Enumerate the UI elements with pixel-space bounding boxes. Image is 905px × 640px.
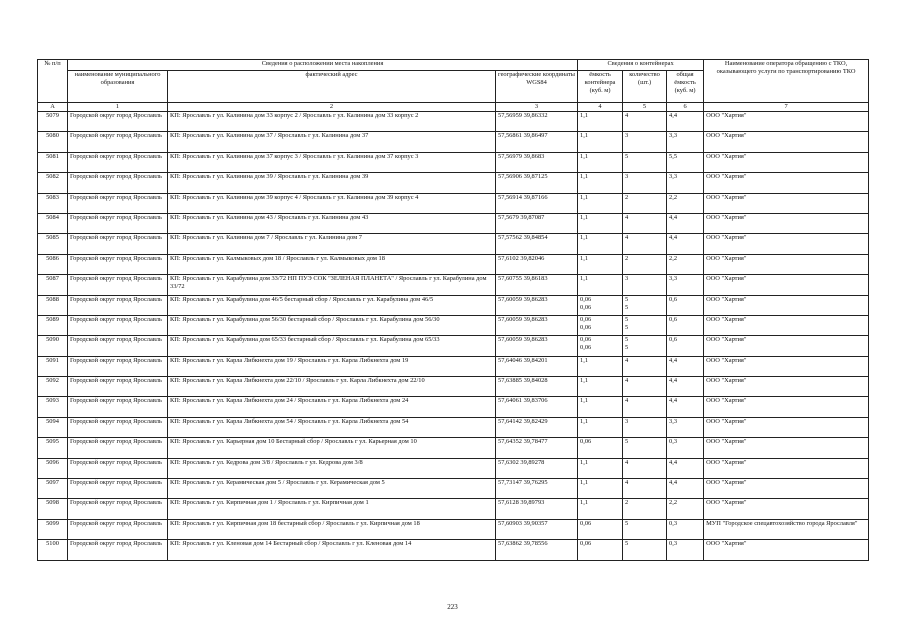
municipality-cell: Городской округ город Ярославль	[68, 112, 168, 132]
operator-cell: ООО "Хартия"	[704, 193, 869, 213]
municipality-cell: Городской округ город Ярославль	[68, 499, 168, 519]
count-cell	[623, 213, 667, 233]
total-cell: 2,2	[667, 499, 704, 519]
capacity-cell-value: 1,1	[580, 479, 589, 487]
municipality-cell: Городской округ город Ярославль	[68, 193, 168, 213]
column-number: 1	[68, 103, 168, 112]
municipality-cell: Городской округ город Ярославль	[68, 254, 168, 274]
capacity-cell-value: 1,1	[580, 458, 589, 466]
coords-cell: 57,60755 39,86183	[496, 275, 578, 295]
count-cell-value: 5	[625, 438, 629, 446]
coords-cell: 57,60903 39,90357	[496, 519, 578, 539]
count-cell	[623, 315, 667, 335]
capacity-cell-value: 0,06	[580, 295, 592, 303]
operator-cell: ООО "Хартия"	[704, 417, 869, 437]
table-row	[38, 234, 869, 254]
operator-cell: ООО "Хартия"	[704, 315, 869, 335]
count-cell-value: 3	[625, 173, 629, 181]
row-number: 5096	[38, 458, 68, 478]
address-cell: КП: Ярославль г ул. Карабулина дом 56/30 бестарный сбор / Ярославль г ул. Карабулина дом 56/30	[168, 315, 496, 335]
row-number: 5094	[38, 417, 68, 437]
municipality-cell: Городской округ город Ярославль	[68, 213, 168, 233]
capacity-cell-value: 1,1	[580, 397, 589, 405]
count-cell	[623, 519, 667, 539]
capacity-cell	[578, 438, 623, 458]
capacity-cell	[578, 152, 623, 172]
row-number: 5095	[38, 438, 68, 458]
row-number: 5087	[38, 275, 68, 295]
row-number: 5082	[38, 173, 68, 193]
coords-cell: 57,60059 39,86283	[496, 295, 578, 315]
column-number: 4	[578, 103, 623, 112]
count-cell-value: 5	[625, 336, 629, 344]
coords-cell: 57,56959 39,86332	[496, 112, 578, 132]
operator-cell: ООО "Хартия"	[704, 540, 869, 560]
capacity-cell-value: 1,1	[580, 173, 589, 181]
row-number: 5086	[38, 254, 68, 274]
header-operator: Наименование оператора обращению с ТКО, оказывающего услуги по транспортированию ТКО	[704, 60, 869, 103]
count-cell-value: 5	[625, 519, 629, 527]
capacity-cell	[578, 397, 623, 417]
operator-cell: ООО "Хартия"	[704, 112, 869, 132]
row-number: 5090	[38, 336, 68, 356]
address-cell: КП: Ярославль г ул. Карабулина дом 65/33 бестарный сбор / Ярославль г ул. Карабулина дом 65/33	[168, 336, 496, 356]
capacity-cell-value: 1,1	[580, 132, 589, 140]
table-row	[38, 438, 869, 458]
capacity-cell-value: 0,06	[580, 336, 592, 344]
count-cell-value: 4	[625, 377, 629, 385]
table-row	[38, 458, 869, 478]
capacity-cell-value: 1,1	[580, 499, 589, 507]
table-row	[38, 112, 869, 132]
count-cell-value: 4	[625, 356, 629, 364]
table-row	[38, 173, 869, 193]
row-number: 5088	[38, 295, 68, 315]
row-number: 5079	[38, 112, 68, 132]
address-cell: КП: Ярославль г ул. Кирпичная дом 1 / Ярославль г ул. Кирпичная дом 1	[168, 499, 496, 519]
count-cell-value: 4	[625, 234, 629, 242]
count-cell-value: 4	[625, 213, 629, 221]
count-cell	[623, 458, 667, 478]
capacity-cell-value: 0,06	[580, 438, 592, 446]
coords-cell: 57,6302 39,89278	[496, 458, 578, 478]
page-number: 223	[447, 603, 458, 611]
operator-cell: ООО "Хартия"	[704, 254, 869, 274]
count-cell-value: 2	[625, 499, 629, 507]
count-cell	[623, 112, 667, 132]
total-cell: 4,4	[667, 479, 704, 499]
capacity-cell-value: 0,06	[580, 344, 592, 352]
coords-cell: 57,56906 39,87125	[496, 173, 578, 193]
column-number: 5	[623, 103, 667, 112]
capacity-cell	[578, 356, 623, 376]
operator-cell: ООО "Хартия"	[704, 234, 869, 254]
coords-cell: 57,56914 39,87166	[496, 193, 578, 213]
count-cell	[623, 173, 667, 193]
coords-cell: 57,60059 39,86283	[496, 315, 578, 335]
register-table	[37, 59, 869, 561]
header-coords: географические координаты WGS84	[496, 71, 578, 103]
header-containers-group: Сведения о контейнерах	[578, 60, 704, 71]
row-number: 5089	[38, 315, 68, 335]
operator-cell: ООО "Хартия"	[704, 275, 869, 295]
operator-cell: ООО "Хартия"	[704, 458, 869, 478]
total-cell: 5,5	[667, 152, 704, 172]
coords-cell: 57,56861 39,86497	[496, 132, 578, 152]
capacity-cell	[578, 499, 623, 519]
address-cell: КП: Ярославль г ул. Карабулина дом 46/5 бестарный сбор / Ярославль г ул. Карабулина дом 46/5	[168, 295, 496, 315]
count-cell-value: 5	[625, 315, 629, 323]
count-cell-value: 5	[625, 295, 629, 303]
municipality-cell: Городской округ город Ярославль	[68, 438, 168, 458]
municipality-cell: Городской округ город Ярославль	[68, 458, 168, 478]
total-cell: 3,3	[667, 173, 704, 193]
column-number: 2	[168, 103, 496, 112]
count-cell	[623, 295, 667, 315]
row-number: 5085	[38, 234, 68, 254]
municipality-cell: Городской округ город Ярославль	[68, 356, 168, 376]
operator-cell: ООО "Хартия"	[704, 152, 869, 172]
municipality-cell: Городской округ город Ярославль	[68, 315, 168, 335]
total-cell: 0,3	[667, 540, 704, 560]
header-total: общая ёмкость (куб. м)	[667, 71, 704, 103]
total-cell: 3,3	[667, 417, 704, 437]
address-cell: КП: Ярославль г ул. Калинина дом 43 / Ярославль г ул. Калинина дом 43	[168, 213, 496, 233]
column-number: 3	[496, 103, 578, 112]
capacity-cell-value: 0,06	[580, 323, 592, 331]
municipality-cell: Городской округ город Ярославль	[68, 234, 168, 254]
total-cell: 2,2	[667, 193, 704, 213]
count-cell-value: 5	[625, 540, 629, 548]
capacity-cell-value: 1,1	[580, 152, 589, 160]
total-cell: 0,3	[667, 438, 704, 458]
total-cell: 4,4	[667, 377, 704, 397]
row-number: 5081	[38, 152, 68, 172]
table-row	[38, 295, 869, 315]
capacity-cell-value: 1,1	[580, 112, 589, 119]
column-number: А	[38, 103, 68, 112]
address-cell: КП: Ярославль г ул. Карьерная дом 10 Бестарный сбор / Ярославль г ул. Карьерная дом 10	[168, 438, 496, 458]
address-cell: КП: Ярославль г ул. Карла Либкнехта дом 19 / Ярославль г ул. Карла Либкнехта дом 19	[168, 356, 496, 376]
count-cell	[623, 438, 667, 458]
address-cell: КП: Ярославль г ул. Керамическая дом 5 / Ярославль г ул. Керамическая дом 5	[168, 479, 496, 499]
capacity-cell	[578, 213, 623, 233]
count-cell-value: 4	[625, 397, 629, 405]
capacity-cell	[578, 377, 623, 397]
count-cell	[623, 132, 667, 152]
municipality-cell: Городской округ город Ярославль	[68, 417, 168, 437]
row-number: 5080	[38, 132, 68, 152]
capacity-cell-value: 1,1	[580, 275, 589, 283]
table-row	[38, 132, 869, 152]
address-cell: КП: Ярославль г ул. Кирпичная дом 18 бестарный сбор / Ярославль г ул. Кирпичная дом 18	[168, 519, 496, 539]
header-num: № п/п	[38, 60, 68, 103]
coords-cell: 57,5679 39,87087	[496, 213, 578, 233]
total-cell: 0,6	[667, 315, 704, 335]
count-cell-value: 4	[625, 479, 629, 487]
total-cell: 4,4	[667, 397, 704, 417]
count-cell	[623, 540, 667, 560]
count-cell-value: 4	[625, 458, 629, 466]
operator-cell: ООО "Хартия"	[704, 336, 869, 356]
capacity-cell	[578, 417, 623, 437]
address-cell: КП: Ярославль г ул. Калинина дом 7 / Ярославль г ул. Калинина дом 7	[168, 234, 496, 254]
row-number: 5091	[38, 356, 68, 376]
count-cell	[623, 356, 667, 376]
capacity-cell	[578, 519, 623, 539]
total-cell: 2,2	[667, 254, 704, 274]
table-row	[38, 193, 869, 213]
count-cell	[623, 377, 667, 397]
municipality-cell: Городской округ город Ярославль	[68, 275, 168, 295]
operator-cell: ООО "Хартия"	[704, 132, 869, 152]
table-body	[38, 112, 869, 561]
column-number: 6	[667, 103, 704, 112]
operator-cell: ООО "Хартия"	[704, 173, 869, 193]
operator-cell: ООО "Хартия"	[704, 377, 869, 397]
coords-cell: 57,60059 39,86283	[496, 336, 578, 356]
header-location-group: Сведения о расположении места накопления	[68, 60, 578, 71]
table-row	[38, 356, 869, 376]
municipality-cell: Городской округ город Ярославль	[68, 132, 168, 152]
total-cell: 4,4	[667, 112, 704, 132]
coords-cell: 57,63885 39,84028	[496, 377, 578, 397]
capacity-cell-value: 1,1	[580, 377, 589, 385]
total-cell: 3,3	[667, 275, 704, 295]
operator-cell: ООО "Хартия"	[704, 213, 869, 233]
coords-cell: 57,6128 39,89793	[496, 499, 578, 519]
total-cell: 4,4	[667, 356, 704, 376]
municipality-cell: Городской округ город Ярославль	[68, 540, 168, 560]
capacity-cell-value: 0,06	[580, 540, 592, 548]
capacity-cell	[578, 254, 623, 274]
address-cell: КП: Ярославль г ул. Карабулина дом 33/72 НП ПУЭ СОК "ЗЕЛЕНАЯ ПЛАНЕТА" / Ярославль г ул. Карабулина дом 33/72	[168, 275, 496, 295]
coords-cell: 57,73147 39,76295	[496, 479, 578, 499]
coords-cell: 57,64046 39,84201	[496, 356, 578, 376]
address-cell: КП: Ярославль г ул. Кедрова дом 3/8 / Ярославль г ул. Кедрова дом 3/8	[168, 458, 496, 478]
coords-cell: 57,64142 39,82429	[496, 417, 578, 437]
capacity-cell	[578, 479, 623, 499]
operator-cell: ООО "Хартия"	[704, 295, 869, 315]
table-row	[38, 499, 869, 519]
address-cell: КП: Ярославль г ул. Калинина дом 37 корпус 3 / Ярославль г ул. Калинина дом 37 корпус 3	[168, 152, 496, 172]
column-number: 7	[704, 103, 869, 112]
table-row	[38, 275, 869, 295]
address-cell: КП: Ярославль г ул. Калинина дом 33 корпус 2 / Ярославль г ул. Калинина дом 33 корпус 2	[168, 112, 496, 132]
operator-cell: ООО "Хартия"	[704, 438, 869, 458]
count-cell	[623, 152, 667, 172]
capacity-cell	[578, 540, 623, 560]
capacity-cell-value: 0,06	[580, 303, 592, 311]
count-cell-value: 3	[625, 275, 629, 283]
row-number: 5093	[38, 397, 68, 417]
address-cell: КП: Ярославль г ул. Карла Либкнехта дом 54 / Ярославль г ул. Карла Либкнехта дом 54	[168, 417, 496, 437]
municipality-cell: Городской округ город Ярославль	[68, 336, 168, 356]
total-cell: 0,6	[667, 295, 704, 315]
count-cell-value: 5	[625, 303, 629, 311]
address-cell: КП: Ярославль г ул. Кленовая дом 14 Бестарный сбор / Ярославль г ул. Кленовая дом 14	[168, 540, 496, 560]
table-row	[38, 479, 869, 499]
municipality-cell: Городской округ город Ярославль	[68, 173, 168, 193]
table-row	[38, 213, 869, 233]
count-cell	[623, 397, 667, 417]
capacity-cell	[578, 132, 623, 152]
capacity-cell	[578, 315, 623, 335]
address-cell: КП: Ярославль г ул. Калмыковых дом 18 / Ярославль г ул. Калмыковых дом 18	[168, 254, 496, 274]
total-cell: 0,3	[667, 519, 704, 539]
address-cell: КП: Ярославль г ул. Карла Либкнехта дом 22/10 / Ярославль г ул. Карла Либкнехта дом 22/10	[168, 377, 496, 397]
total-cell: 4,4	[667, 458, 704, 478]
capacity-cell-value: 1,1	[580, 254, 589, 262]
coords-cell: 57,64061 39,83706	[496, 397, 578, 417]
row-number: 5097	[38, 479, 68, 499]
coords-cell: 57,56979 39,8683	[496, 152, 578, 172]
count-cell-value: 5	[625, 323, 629, 331]
capacity-cell	[578, 275, 623, 295]
municipality-cell: Городской округ город Ярославль	[68, 377, 168, 397]
table-row	[38, 417, 869, 437]
total-cell: 4,4	[667, 213, 704, 233]
count-cell-value: 5	[625, 344, 629, 352]
capacity-cell	[578, 193, 623, 213]
row-number: 5084	[38, 213, 68, 233]
total-cell: 4,4	[667, 234, 704, 254]
header-count: количество (шт.)	[623, 71, 667, 103]
operator-cell: ООО "Хартия"	[704, 397, 869, 417]
table-row	[38, 397, 869, 417]
capacity-cell-value: 0,06	[580, 519, 592, 527]
header-address: фактический адрес	[168, 71, 496, 103]
operator-cell: ООО "Хартия"	[704, 499, 869, 519]
address-cell: КП: Ярославль г ул. Калинина дом 37 / Ярославль г ул. Калинина дом 37	[168, 132, 496, 152]
coords-cell: 57,6102 39,82046	[496, 254, 578, 274]
municipality-cell: Городской округ город Ярославль	[68, 397, 168, 417]
header-capacity: ёмкость контейнера (куб. м)	[578, 71, 623, 103]
municipality-cell: Городской округ город Ярославль	[68, 519, 168, 539]
capacity-cell-value: 1,1	[580, 417, 589, 425]
coords-cell: 57,64352 39,78477	[496, 438, 578, 458]
table-row	[38, 152, 869, 172]
count-cell-value: 3	[625, 417, 629, 425]
count-cell	[623, 336, 667, 356]
row-number: 5099	[38, 519, 68, 539]
count-cell	[623, 479, 667, 499]
capacity-cell	[578, 295, 623, 315]
count-cell	[623, 254, 667, 274]
table-row	[38, 254, 869, 274]
table-row	[38, 519, 869, 539]
table-row	[38, 315, 869, 335]
row-number: 5100	[38, 540, 68, 560]
count-cell-value: 2	[625, 193, 629, 201]
municipality-cell: Городской округ город Ярославль	[68, 479, 168, 499]
capacity-cell	[578, 336, 623, 356]
count-cell-value: 5	[625, 152, 629, 160]
capacity-cell-value: 1,1	[580, 193, 589, 201]
table-row	[38, 336, 869, 356]
coords-cell: 57,63862 39,78556	[496, 540, 578, 560]
total-cell: 0,6	[667, 336, 704, 356]
count-cell	[623, 234, 667, 254]
capacity-cell-value: 0,06	[580, 315, 592, 323]
municipality-cell: Городской округ город Ярославль	[68, 152, 168, 172]
address-cell: КП: Ярославль г ул. Калинина дом 39 корпус 4 / Ярославль г ул. Калинина дом 39 корпус 4	[168, 193, 496, 213]
row-number: 5098	[38, 499, 68, 519]
operator-cell: МУП "Городское спецавтохозяйство города Ярославля"	[704, 519, 869, 539]
table-row	[38, 377, 869, 397]
count-cell	[623, 417, 667, 437]
capacity-cell-value: 1,1	[580, 356, 589, 364]
address-cell: КП: Ярославль г ул. Калинина дом 39 / Ярославль г ул. Калинина дом 39	[168, 173, 496, 193]
capacity-cell-value: 1,1	[580, 234, 589, 242]
count-cell-value: 2	[625, 254, 629, 262]
operator-cell: ООО "Хартия"	[704, 356, 869, 376]
row-number: 5083	[38, 193, 68, 213]
count-cell-value: 4	[625, 112, 629, 119]
table-row	[38, 540, 869, 560]
header-municipality: наименование муниципального образования	[68, 71, 168, 103]
capacity-cell	[578, 173, 623, 193]
capacity-cell	[578, 458, 623, 478]
capacity-cell	[578, 234, 623, 254]
operator-cell: ООО "Хартия"	[704, 479, 869, 499]
count-cell	[623, 193, 667, 213]
coords-cell: 57,57562 39,84854	[496, 234, 578, 254]
count-cell-value: 3	[625, 132, 629, 140]
count-cell	[623, 499, 667, 519]
municipality-cell: Городской округ город Ярославль	[68, 295, 168, 315]
capacity-cell-value: 1,1	[580, 213, 589, 221]
count-cell	[623, 275, 667, 295]
address-cell: КП: Ярославль г ул. Карла Либкнехта дом 24 / Ярославль г ул. Карла Либкнехта дом 24	[168, 397, 496, 417]
row-number: 5092	[38, 377, 68, 397]
total-cell: 3,3	[667, 132, 704, 152]
capacity-cell	[578, 112, 623, 132]
